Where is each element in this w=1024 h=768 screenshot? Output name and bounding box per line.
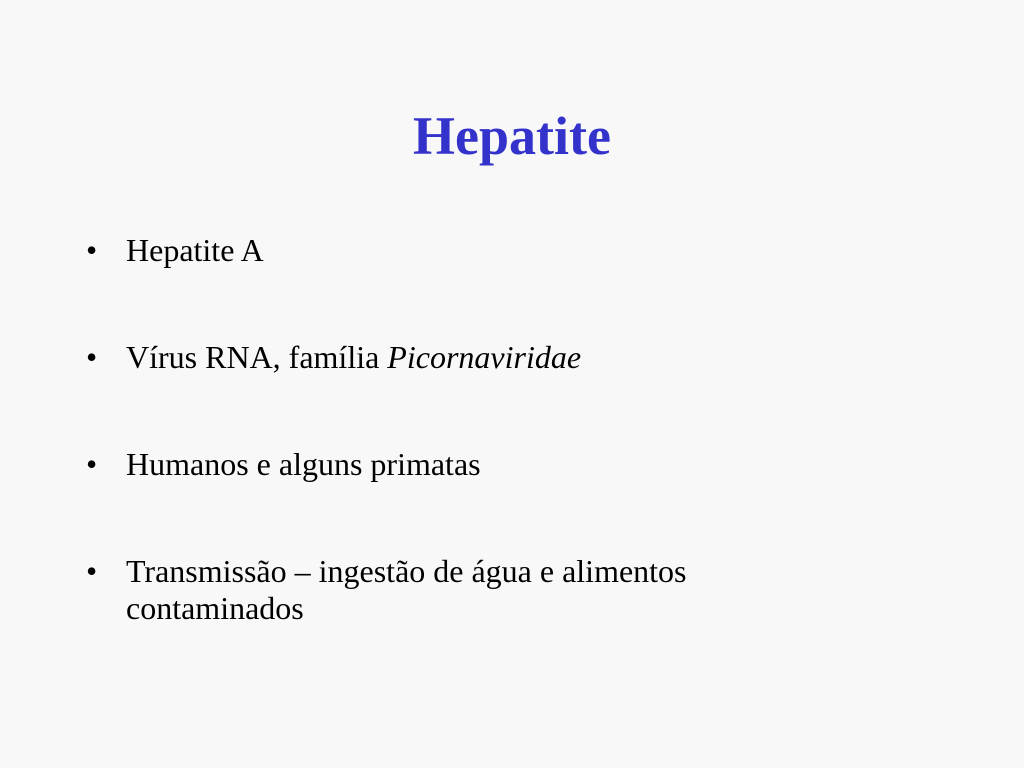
bullet-icon: •	[86, 553, 98, 589]
bullet-text: Transmissão – ingestão de água e alimentos contaminados	[126, 553, 687, 626]
bullet-text: Humanos e alguns primatas	[126, 446, 481, 482]
bullet-text: Vírus RNA, família	[126, 339, 388, 375]
bullet-text: Hepatite A	[126, 232, 264, 268]
bullet-icon: •	[86, 446, 98, 482]
bullet-item-hepatite-a	[86, 232, 806, 269]
bullet-item-virus	[86, 339, 806, 376]
bullet-item-hosts	[86, 446, 806, 483]
bullet-list	[86, 232, 806, 627]
bullet-icon: •	[86, 232, 98, 268]
slide-title: Hepatite	[413, 106, 611, 166]
bullet-icon: •	[86, 339, 98, 375]
bullet-item-transmission	[86, 553, 806, 627]
bullet-emphasis: Picornaviridae	[387, 339, 582, 375]
